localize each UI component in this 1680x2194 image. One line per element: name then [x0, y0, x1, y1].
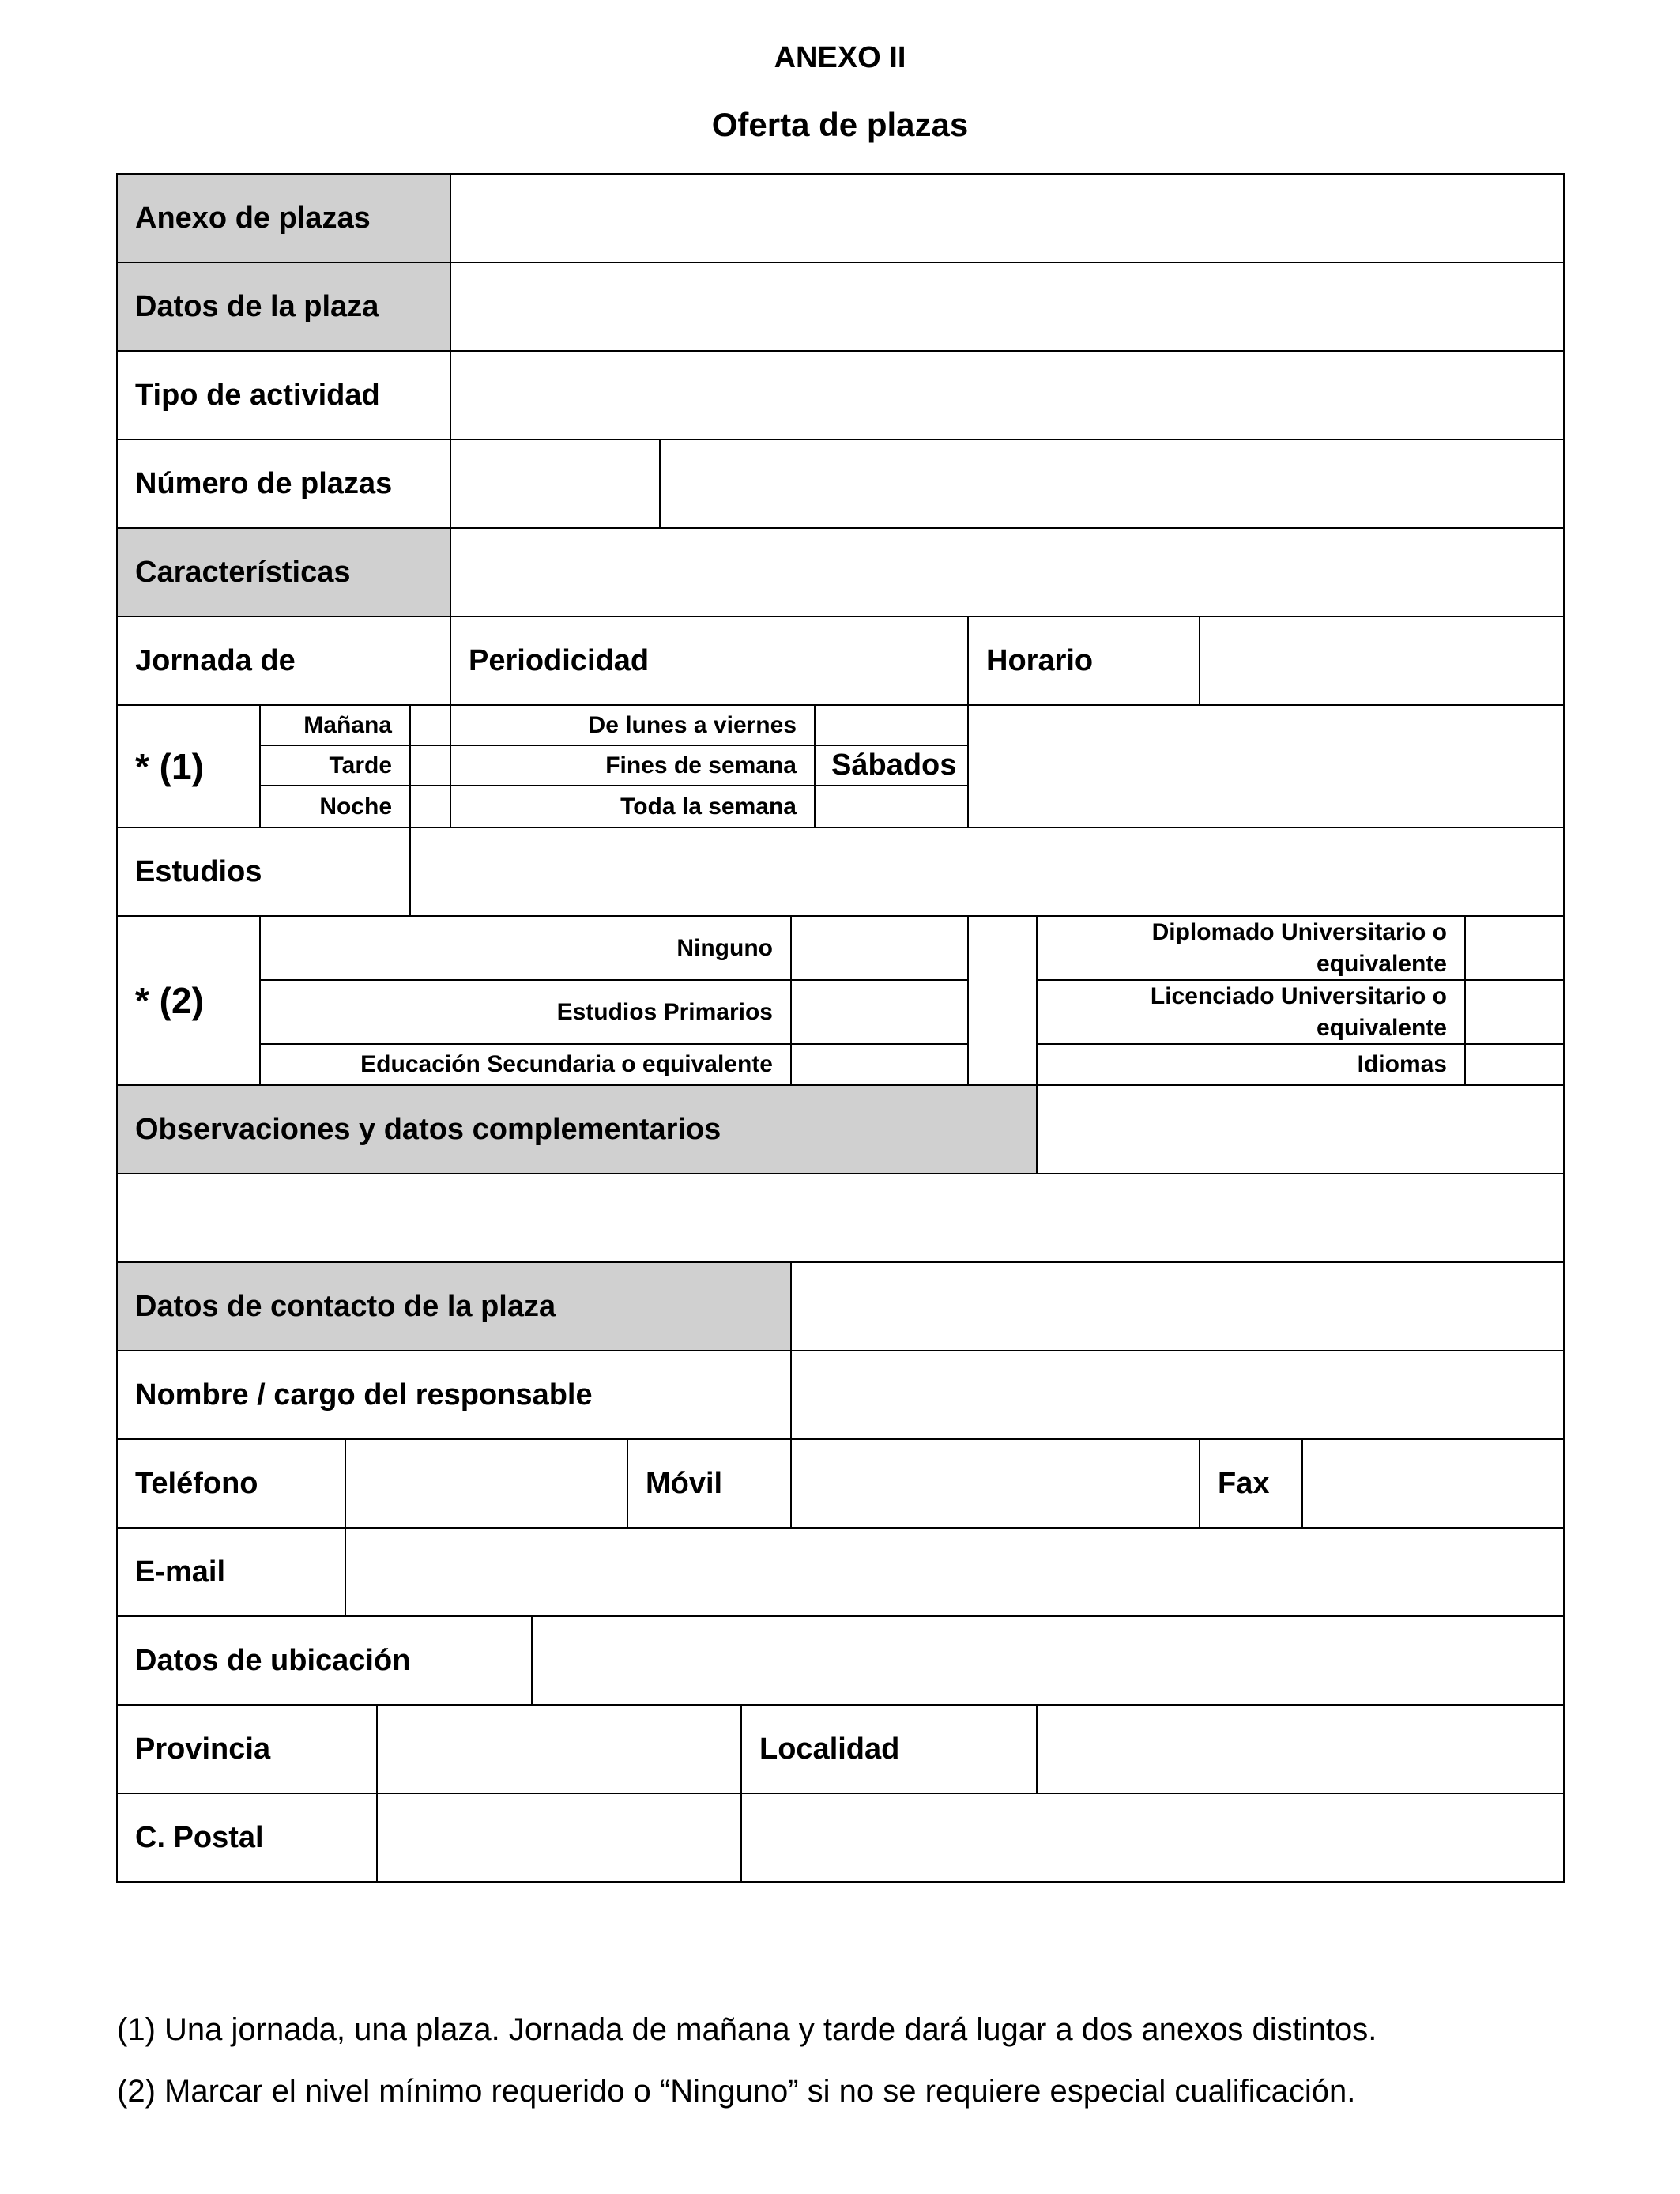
- field-datos-ubicacion[interactable]: [531, 1615, 1565, 1706]
- label-movil: Móvil: [627, 1438, 792, 1529]
- field-movil[interactable]: [790, 1438, 1200, 1529]
- label-localidad: Localidad: [740, 1704, 1038, 1794]
- mark-1: * (1): [116, 704, 261, 828]
- label-telefono: Teléfono: [116, 1438, 346, 1529]
- study-primarios-label: Estudios Primarios: [259, 979, 792, 1045]
- field-tipo-actividad[interactable]: [450, 350, 1565, 440]
- shift-noche-label: Noche: [259, 785, 411, 828]
- checkbox-licenciado[interactable]: [1464, 979, 1565, 1045]
- label-cpostal: C. Postal: [116, 1793, 378, 1883]
- study-diplomado-label: Diplomado Universitario o equivalente: [1036, 915, 1466, 981]
- shift-manana-label: Mañana: [259, 704, 411, 746]
- page-title: Oferta de plazas: [711, 106, 969, 143]
- field-observaciones-text[interactable]: [116, 1173, 1565, 1263]
- label-nombre-cargo: Nombre / cargo del responsable: [116, 1350, 792, 1440]
- field-email[interactable]: [345, 1527, 1565, 1617]
- label-horario: Horario: [967, 616, 1200, 706]
- study-secundaria-label: Educación Secundaria o equivalente: [259, 1043, 792, 1086]
- checkbox-tarde[interactable]: [409, 745, 451, 786]
- period-toda-semana-label: Toda la semana: [450, 785, 816, 828]
- field-datos-contacto[interactable]: [790, 1261, 1565, 1351]
- study-idiomas-label: Idiomas: [1036, 1043, 1466, 1086]
- label-provincia: Provincia: [116, 1704, 378, 1794]
- period-fines-semana-label: Fines de semana: [450, 745, 816, 786]
- label-datos-contacto: Datos de contacto de la plaza: [116, 1261, 792, 1351]
- checkbox-diplomado[interactable]: [1464, 915, 1565, 981]
- label-jornada-de: Jornada de: [116, 616, 451, 706]
- field-cpostal-extra[interactable]: [740, 1793, 1565, 1883]
- studies-spacer: [967, 915, 1038, 1086]
- field-numero-plazas[interactable]: [450, 439, 661, 529]
- study-licenciado-label: Licenciado Universitario o equivalente: [1036, 979, 1466, 1045]
- label-periodicidad: Periodicidad: [450, 616, 969, 706]
- checkbox-primarios[interactable]: [790, 979, 969, 1045]
- footnote-1: (1) Una jornada, una plaza. Jornada de mañana y tarde dará lugar a dos anexos distintos.: [117, 2012, 1377, 2047]
- label-fax: Fax: [1199, 1438, 1303, 1529]
- checkbox-secundaria[interactable]: [790, 1043, 969, 1086]
- field-horario-detail[interactable]: [967, 704, 1565, 828]
- label-tipo-actividad: Tipo de actividad: [116, 350, 451, 440]
- field-observaciones[interactable]: [1036, 1084, 1565, 1174]
- field-horario[interactable]: [1199, 616, 1565, 706]
- footnote-2: (2) Marcar el nivel mínimo requerido o “Ninguno” si no se requiere especial cualificación.: [117, 2074, 1356, 2109]
- study-ninguno-label: Ninguno: [259, 915, 792, 981]
- label-anexo-plazas: Anexo de plazas: [116, 173, 451, 263]
- label-datos-ubicacion: Datos de ubicación: [116, 1615, 533, 1706]
- checkbox-noche[interactable]: [409, 785, 451, 828]
- label-observaciones: Observaciones y datos complementarios: [116, 1084, 1038, 1174]
- field-telefono[interactable]: [345, 1438, 628, 1529]
- checkbox-ninguno[interactable]: [790, 915, 969, 981]
- field-numero-plazas-extra[interactable]: [659, 439, 1565, 529]
- label-numero-plazas: Número de plazas: [116, 439, 451, 529]
- label-email: E-mail: [116, 1527, 346, 1617]
- checkbox-toda-semana[interactable]: [814, 785, 969, 828]
- label-estudios: Estudios: [116, 827, 411, 917]
- field-datos-plaza[interactable]: [450, 262, 1565, 352]
- label-datos-plaza: Datos de la plaza: [116, 262, 451, 352]
- label-caracteristicas: Características: [116, 527, 451, 617]
- field-fax[interactable]: [1301, 1438, 1565, 1529]
- field-caracteristicas[interactable]: [450, 527, 1565, 617]
- shift-tarde-label: Tarde: [259, 745, 411, 786]
- field-anexo-plazas[interactable]: [450, 173, 1565, 263]
- checkbox-lunes-viernes[interactable]: [814, 704, 969, 746]
- field-estudios[interactable]: [409, 827, 1565, 917]
- period-sabados-label[interactable]: Sábados: [814, 745, 969, 786]
- field-provincia[interactable]: [376, 1704, 742, 1794]
- checkbox-manana[interactable]: [409, 704, 451, 746]
- field-nombre-cargo[interactable]: [790, 1350, 1565, 1440]
- field-cpostal[interactable]: [376, 1793, 742, 1883]
- annex-heading: ANEXO II: [774, 41, 906, 74]
- field-localidad[interactable]: [1036, 1704, 1565, 1794]
- checkbox-idiomas[interactable]: [1464, 1043, 1565, 1086]
- period-lunes-viernes-label: De lunes a viernes: [450, 704, 816, 746]
- mark-2: * (2): [116, 915, 261, 1086]
